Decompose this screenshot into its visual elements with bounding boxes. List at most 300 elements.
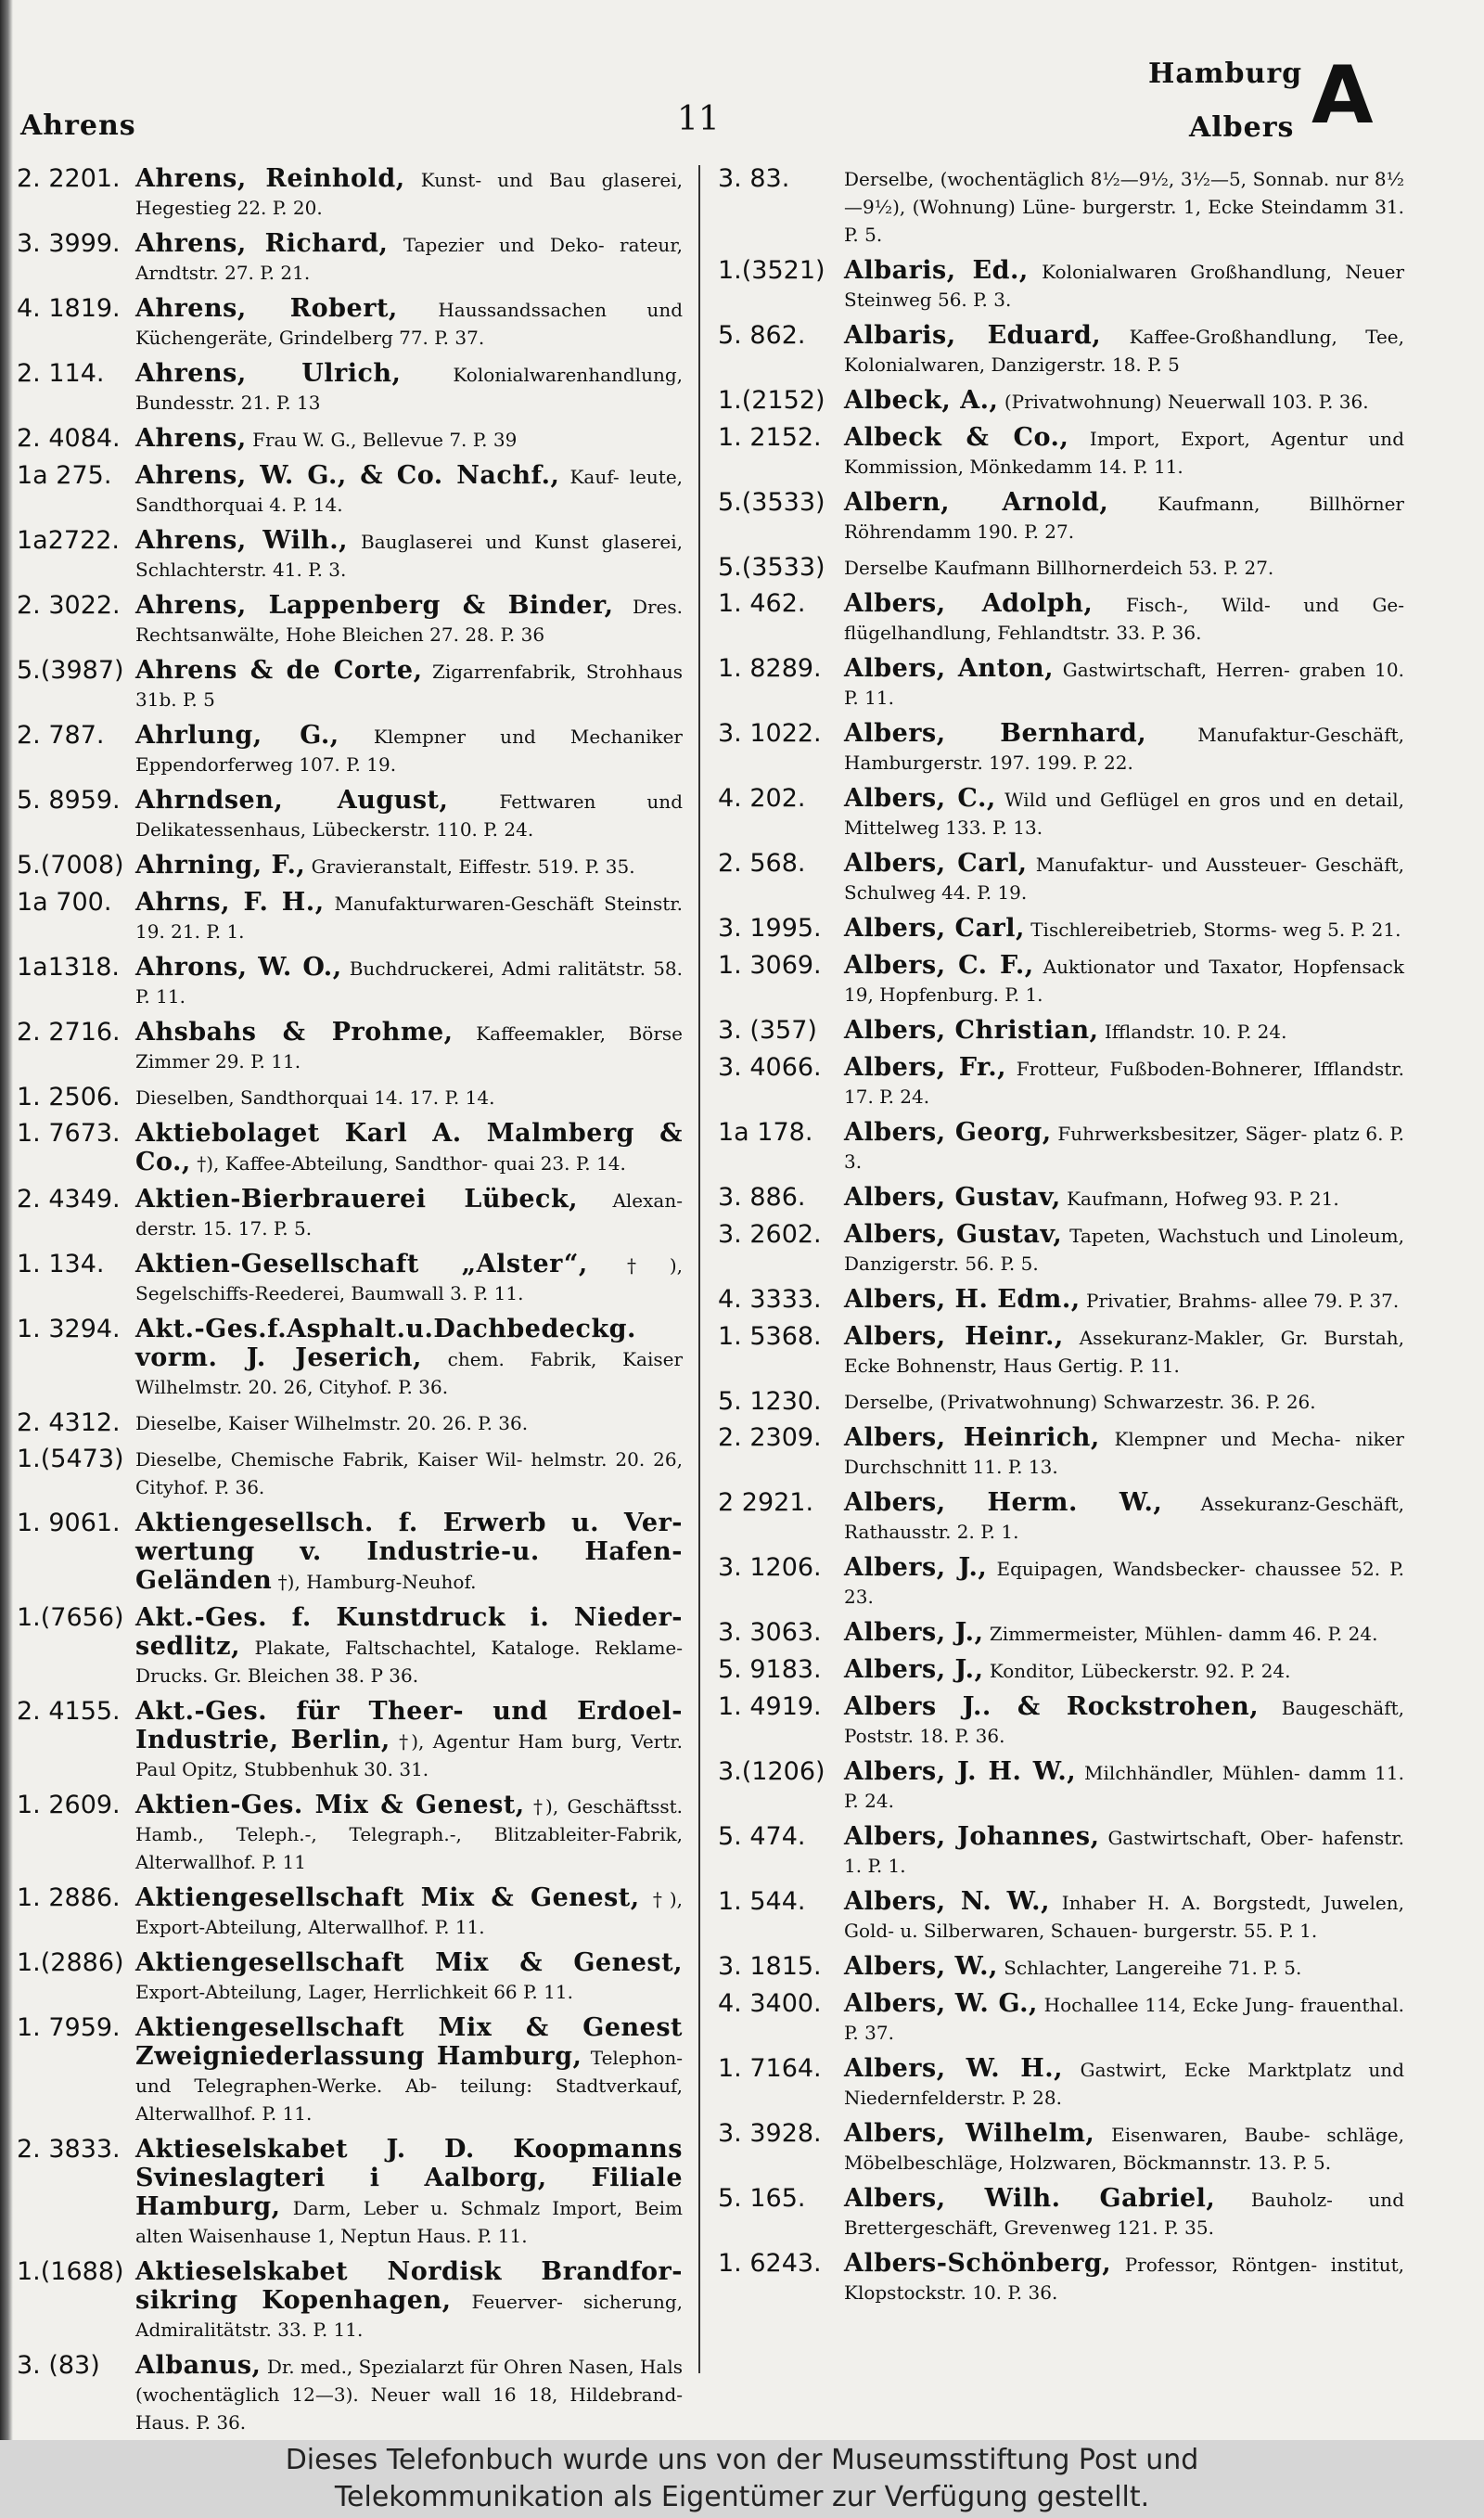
- entry-text: [135, 592, 683, 649]
- entry-text: [844, 2185, 1404, 2242]
- subscriber-name: Albern, Arnold,: [844, 488, 1109, 517]
- subscriber-name: Akt.-Ges. für Theer- und Erdoel- Industrie, Berlin,: [135, 1697, 683, 1754]
- directory-entry: [17, 1409, 683, 1437]
- subscriber-details: Gastwirtschaft, Ober- hafenstr. 1. P. 1.: [844, 1827, 1404, 1877]
- subscriber-details: Derselbe, (Privatwohnung) Schwarzestr. 36. P. 26.: [844, 1391, 1316, 1413]
- subscriber-name: Ahrning, F.,: [135, 851, 306, 880]
- subscriber-name: Aktien-Bierbrauerei Lübeck,: [135, 1185, 579, 1214]
- subscriber-details: Ifflandstr. 10. P. 24.: [1104, 1021, 1287, 1043]
- subscriber-details: Gravieranstalt, Eiffestr. 519. P. 35.: [311, 855, 635, 878]
- directory-entry: [718, 850, 1404, 906]
- entry-text: [135, 1084, 683, 1111]
- subscriber-name: Aktiengesellsch. f. Erwerb u. Ver- wertung v. Industrie-u. Hafen- Geländen: [135, 1509, 683, 1595]
- phone-number: 2. 2201.: [17, 164, 121, 193]
- phone-number: 5.(3533): [718, 488, 825, 517]
- phone-number: 2. 4312.: [17, 1408, 121, 1437]
- phone-number: 4. 3333.: [718, 1285, 822, 1314]
- entry-text: [844, 1823, 1404, 1880]
- subscriber-details: Frotteur, Fußboden-Bohnerer, Ifflandstr. 17. P. 24.: [844, 1058, 1404, 1108]
- subscriber-name: Albers, N. W.,: [844, 1887, 1050, 1916]
- subscriber-details: Inhaber H. A. Borgstedt, Juwelen, Gold- u. Silberwaren, Schauen- burgerstr. 55. P. 1.: [844, 1892, 1404, 1942]
- entry-text: [844, 1888, 1404, 1945]
- entry-text: [844, 915, 1404, 944]
- phone-number: 5.(7008): [17, 851, 124, 880]
- directory-entry: [17, 1084, 683, 1111]
- phone-number: 1. 9061.: [17, 1509, 121, 1537]
- phone-number: 2. 3833.: [17, 2135, 121, 2164]
- subscriber-details: Baugeschäft, Poststr. 18. P. 36.: [844, 1697, 1405, 1747]
- subscriber-details: (Privatwohnung) Neuerwall 103. P. 36.: [1004, 391, 1369, 413]
- phone-number: 2. 4084.: [17, 424, 121, 453]
- subscriber-details: Tapeten, Wachstuch und Linoleum, Danzigerstr. 56. P. 5.: [844, 1225, 1404, 1275]
- footer-line-2: Telekommunikation als Eigentümer zur Verfügung gestellt.: [334, 2481, 1150, 2513]
- subscriber-details: Import, Export, Agentur und Kommission, Mönkedamm 14. P. 11.: [844, 428, 1404, 478]
- subscriber-details: Assekuranz-Geschäft, Rathausstr. 2. P. 1.: [844, 1493, 1404, 1543]
- phone-number: 3. (83): [17, 2351, 100, 2380]
- phone-number: 3. 1022.: [718, 719, 822, 748]
- entry-text: [844, 2055, 1404, 2112]
- phone-number: 4. 1819.: [17, 294, 121, 323]
- directory-entry: [718, 2120, 1404, 2177]
- subscriber-name: Albers, J. H. W.,: [844, 1757, 1077, 1786]
- phone-number: 2. 4155.: [17, 1697, 121, 1726]
- entry-text: [135, 657, 683, 713]
- subscriber-name: Ahrndsen, August,: [135, 786, 449, 815]
- directory-entry: [17, 1316, 683, 1401]
- subscriber-details: Fisch-, Wild- und Ge- flügelhandlung, Fehlandtstr. 33. P. 36.: [844, 594, 1405, 644]
- subscriber-name: Albers, Gustav,: [844, 1220, 1063, 1249]
- subscriber-name: Aktiengesellschaft Mix & Genest,: [135, 1883, 640, 1912]
- subscriber-name: Albers, Wilhelm,: [844, 2119, 1095, 2148]
- phone-number: 1. 2886.: [17, 1883, 121, 1912]
- subscriber-name: Albers, Johannes,: [844, 1822, 1100, 1851]
- subscriber-name: Ahrens, Robert,: [135, 294, 398, 323]
- subscriber-name: Albaris, Ed.,: [844, 256, 1029, 285]
- phone-number: 1. 5368.: [718, 1322, 822, 1351]
- directory-entry: [17, 2352, 683, 2436]
- right-column: [718, 165, 1404, 2315]
- directory-entry: [17, 954, 683, 1010]
- phone-number: 1.(2886): [17, 1948, 124, 1977]
- subscriber-name: Albers, W.,: [844, 1952, 998, 1981]
- subscriber-details: Frau W. G., Bellevue 7. P. 39: [252, 429, 518, 451]
- entry-text: [844, 1990, 1404, 2047]
- subscriber-name: Albers, Fr.,: [844, 1053, 1007, 1082]
- entry-text: [844, 1953, 1404, 1982]
- subscriber-name: Albaris, Eduard,: [844, 321, 1102, 350]
- directory-entry: [718, 952, 1404, 1008]
- directory-entry: [17, 1019, 683, 1075]
- subscriber-name: Albers-Schönberg,: [844, 2249, 1112, 2278]
- phone-number: 1. 134.: [17, 1250, 105, 1278]
- subscriber-details: Zimmermeister, Mühlen- damm 46. P. 24.: [989, 1623, 1378, 1645]
- directory-entry: [17, 2136, 683, 2250]
- entry-text: [844, 554, 1404, 582]
- entry-text: [844, 1693, 1404, 1750]
- phone-number: 2. 2309.: [718, 1423, 822, 1452]
- directory-entry: [718, 165, 1404, 249]
- subscriber-name: Albers, Gustav,: [844, 1183, 1061, 1212]
- directory-entry: [718, 590, 1404, 647]
- phone-number: 5. 9183.: [718, 1655, 822, 1684]
- directory-entry: [17, 425, 683, 454]
- phone-number: 1. 462.: [718, 589, 806, 618]
- directory-entry: [17, 889, 683, 945]
- subscriber-name: Ahrens, Richard,: [135, 229, 389, 258]
- entry-text: [844, 1388, 1404, 1416]
- subscriber-details: Feuerver- sicherung, Admiralitätstr. 33. P. 11.: [135, 2291, 683, 2341]
- subscriber-details: Fettwaren und Delikatessenhaus, Lübeckerstr. 110. P. 24.: [135, 790, 683, 841]
- subscriber-name: Albers, J.,: [844, 1553, 988, 1582]
- directory-entry: [718, 1323, 1404, 1380]
- directory-entry: [17, 165, 683, 222]
- entry-text: [135, 462, 683, 519]
- entry-text: [135, 1251, 683, 1307]
- subscriber-details: Bauholz- und Brettergeschäft, Grevenweg 121. P. 35.: [844, 2189, 1404, 2239]
- subscriber-details: Tapezier und Deko- rateur, Arndtstr. 27. P. 21.: [135, 234, 683, 284]
- footer-line-1: Dieses Telefonbuch wurde uns von der Museumsstiftung Post und: [285, 2444, 1199, 2476]
- entry-text: [135, 1120, 683, 1177]
- phone-number: 3. 4066.: [718, 1053, 822, 1082]
- phone-number: 1. 3069.: [718, 951, 822, 980]
- subscriber-details: Dieselbe, Kaiser Wilhelmstr. 20. 26. P. 36.: [135, 1412, 529, 1434]
- entry-text: [844, 720, 1404, 777]
- directory-entry: [718, 2055, 1404, 2112]
- entry-text: [844, 1758, 1404, 1815]
- phone-number: 1. 4919.: [718, 1692, 822, 1721]
- subscriber-name: Albers, C. F.,: [844, 951, 1034, 980]
- subscriber-details: Kaffee-Großhandlung, Tee, Kolonialwaren, Danzigerstr. 18. P. 5: [844, 326, 1405, 376]
- subscriber-name: Albers, W. H.,: [844, 2054, 1064, 2083]
- subscriber-details: chem. Fabrik, Kaiser Wilhelmstr. 20. 26, Cityhof. P. 36.: [135, 1348, 684, 1398]
- subscriber-details: †), Agentur Ham burg, Vertr. Paul Opitz, Stubbenhuk 30. 31.: [135, 1730, 683, 1780]
- phone-number: 1.(3521): [718, 256, 825, 285]
- subscriber-details: †), Kaffee-Abteilung, Sandthor- quai 23. P. 14.: [197, 1152, 626, 1175]
- subscriber-name: Albers, Anton,: [844, 654, 1054, 683]
- directory-entry: [17, 295, 683, 352]
- subscriber-details: Kaufmann, Hofweg 93. P. 21.: [1067, 1188, 1339, 1210]
- subscriber-details: Assekuranz-Makler, Gr. Burstah, Ecke Bohnenstr, Haus Gertig. P. 11.: [844, 1327, 1404, 1377]
- subscriber-name: Albers, Adolph,: [844, 589, 1094, 618]
- directory-entry: [718, 1017, 1404, 1046]
- directory-entry: [718, 1953, 1404, 1982]
- entry-text: [844, 785, 1404, 841]
- subscriber-details: †), Geschäftsst. Hamb., Teleph.-, Telegraph.-, Blitzableiter-Fabrik, Alterwallhof. P. 11: [135, 1795, 683, 1873]
- entry-text: [135, 2258, 683, 2344]
- directory-entry: [718, 1184, 1404, 1213]
- directory-entry: [718, 1758, 1404, 1815]
- subscriber-details: Buchdruckerei, Admi ralitätstr. 58. P. 11.: [135, 957, 683, 1008]
- subscriber-name: Albers, J.,: [844, 1655, 984, 1684]
- directory-entry: [17, 1698, 683, 1783]
- entry-text: [135, 360, 683, 417]
- subscriber-name: Ahrens & de Corte,: [135, 656, 423, 685]
- directory-entry: [718, 1489, 1404, 1546]
- directory-entry: [718, 1619, 1404, 1648]
- subscriber-name: Albers, Heinrich,: [844, 1423, 1100, 1452]
- subscriber-name: Aktien-Gesellschaft „Alster“,: [135, 1250, 588, 1278]
- directory-entry: [718, 1388, 1404, 1416]
- subscriber-details: Klempner und Mecha- niker Durchschnitt 11. P. 13.: [844, 1428, 1404, 1478]
- directory-entry: [718, 2250, 1404, 2306]
- subscriber-name: Albers, Herm. W.,: [844, 1488, 1163, 1517]
- entry-text: [135, 1792, 683, 1876]
- phone-number: 2. 2716.: [17, 1018, 121, 1047]
- directory-entry: [718, 424, 1404, 481]
- phone-number: 1. 2152.: [718, 423, 822, 452]
- entry-text: [844, 850, 1404, 906]
- phone-number: 5. 862.: [718, 321, 806, 350]
- directory-entry: [17, 1884, 683, 1941]
- phone-number: 1a 275.: [17, 461, 112, 490]
- subscriber-details: Zigarrenfabrik, Strohhaus 31b. P. 5: [135, 661, 683, 711]
- subscriber-details: †), Export-Abteilung, Alterwallhof. P. 11.: [135, 1888, 683, 1938]
- subscriber-details: Darm, Leber u. Schmalz Import, Beim alten Waisenhause 1, Neptun Haus. P. 11.: [135, 2197, 683, 2247]
- subscriber-details: Konditor, Lübeckerstr. 92. P. 24.: [989, 1660, 1291, 1682]
- entry-text: [844, 1554, 1404, 1611]
- subscriber-name: Albers, C.,: [844, 784, 996, 813]
- directory-entry: [718, 1990, 1404, 2047]
- entry-text: [135, 1409, 683, 1437]
- subscriber-details: Auktionator und Taxator, Hopfensack 19, Hopfenburg. P. 1.: [844, 956, 1405, 1006]
- entry-text: [135, 1884, 683, 1941]
- phone-number: 1a2722.: [17, 526, 121, 555]
- entry-text: [844, 1619, 1404, 1648]
- left-column: [17, 165, 683, 2440]
- entry-text: [844, 655, 1404, 712]
- subscriber-details: Dieselben, Sandthorquai 14. 17. P. 14.: [135, 1086, 495, 1109]
- phone-number: 3. 2602.: [718, 1220, 822, 1249]
- directory-entry: [17, 1510, 683, 1596]
- phone-number: 1.(7656): [17, 1603, 124, 1632]
- entry-text: [135, 230, 683, 287]
- entry-text: [844, 387, 1404, 416]
- subscriber-name: Albanus,: [135, 2351, 262, 2380]
- subscriber-name: Ahrens, Ulrich,: [135, 359, 402, 388]
- phone-number: 3. 1815.: [718, 1952, 822, 1981]
- running-head-left: Ahrens: [20, 109, 136, 142]
- directory-entry: [17, 852, 683, 880]
- phone-number: 1.(5473): [17, 1445, 124, 1473]
- phone-number: 3.(1206): [718, 1757, 825, 1786]
- entry-text: [135, 787, 683, 843]
- subscriber-details: †), Segelschiffs-Reederei, Baumwall 3. P. 11.: [135, 1254, 684, 1304]
- phone-number: 3. 83.: [718, 164, 790, 193]
- directory-entry: [17, 230, 683, 287]
- subscriber-name: Albers, J.,: [844, 1618, 984, 1647]
- phone-number: 5.(3987): [17, 656, 124, 685]
- phone-number: 3. (357): [718, 1016, 817, 1045]
- subscriber-name: Aktien-Ges. Mix & Genest,: [135, 1791, 525, 1819]
- entry-text: [844, 2250, 1404, 2306]
- subscriber-details: Haussandssachen und Küchengeräte, Grindelberg 77. P. 37.: [135, 299, 684, 349]
- subscriber-name: Albers, Bernhard,: [844, 719, 1147, 748]
- entry-text: [844, 2120, 1404, 2177]
- page-number: 11: [677, 100, 720, 138]
- phone-number: 3. 1995.: [718, 914, 822, 943]
- phone-number: 4. 3400.: [718, 1989, 822, 2018]
- entry-text: [135, 2136, 683, 2250]
- directory-entry: [718, 322, 1404, 379]
- subscriber-name: Albers, Georg,: [844, 1118, 1052, 1147]
- phone-number: 3. 3928.: [718, 2119, 822, 2148]
- phone-number: 4. 202.: [718, 784, 806, 813]
- entry-text: [135, 1510, 683, 1596]
- subscriber-details: Manufaktur-Geschäft, Hamburgerstr. 197. 199. P. 22.: [844, 724, 1404, 774]
- phone-number: 2. 568.: [718, 849, 806, 878]
- subscriber-name: Albers, Carl,: [844, 849, 1028, 878]
- directory-entry: [718, 1693, 1404, 1750]
- phone-number: 5. 474.: [718, 1822, 806, 1851]
- directory-entry: [718, 1554, 1404, 1611]
- subscriber-name: Albers, Heinr.,: [844, 1322, 1064, 1351]
- entry-text: [844, 1054, 1404, 1111]
- entry-text: [844, 165, 1404, 249]
- directory-entry: [17, 1604, 683, 1689]
- directory-entry: [17, 787, 683, 843]
- phone-number: 2. 114.: [17, 359, 105, 388]
- phone-number: 5.(3533): [718, 553, 825, 582]
- subscriber-details: Derselbe Kaufmann Billhornerdeich 53. P. 27.: [844, 557, 1274, 579]
- section-letter: A: [1311, 49, 1374, 142]
- entry-text: [135, 722, 683, 778]
- entry-text: [135, 1019, 683, 1075]
- subscriber-details: Alexan- derstr. 15. 17. P. 5.: [135, 1189, 683, 1240]
- entry-text: [135, 2352, 683, 2436]
- subscriber-details: Plakate, Faltschachtel, Kataloge. Reklame-Drucks. Gr. Bleichen 38. P 36.: [135, 1637, 684, 1687]
- phone-number: 1. 7164.: [718, 2054, 822, 2083]
- subscriber-name: Albers, Carl,: [844, 914, 1025, 943]
- subscriber-name: Ahrens, Lappenberg & Binder,: [135, 591, 614, 620]
- subscriber-details: Wild und Geflügel en gros und en detail, Mittelweg 133. P. 13.: [844, 789, 1405, 839]
- entry-text: [135, 425, 683, 454]
- phone-number: 2. 4349.: [17, 1185, 121, 1214]
- subscriber-details: Dr. med., Spezialarzt für Ohren Nasen, Hals (wochentäglich 12—3). Neuer wall 16 18, Hildebrand-Haus. P. 36.: [135, 2356, 684, 2434]
- entry-text: [135, 1186, 683, 1242]
- directory-entry: [17, 592, 683, 649]
- entry-text: [844, 1424, 1404, 1481]
- directory-entry: [718, 655, 1404, 712]
- phone-number: 1. 3294.: [17, 1315, 121, 1343]
- subscriber-name: Akt.-Ges.f.Asphalt.u.Dachbedeckg. vorm. J. Jeserich,: [135, 1315, 636, 1372]
- directory-entry: [17, 1949, 683, 2006]
- phone-number: 1. 8289.: [718, 654, 822, 683]
- directory-entry: [17, 360, 683, 417]
- phone-number: 5. 165.: [718, 2184, 806, 2213]
- subscriber-name: Albers, Christian,: [844, 1016, 1099, 1045]
- subscriber-details: Manufakturwaren-Geschäft Steinstr. 19. 21. P. 1.: [135, 893, 684, 943]
- subscriber-details: Gastwirt, Ecke Marktplatz und Niedernfelderstr. P. 28.: [844, 2059, 1404, 2109]
- directory-entry: [17, 1445, 683, 1501]
- attribution-footer: [0, 2442, 1484, 2516]
- entry-text: [135, 527, 683, 584]
- directory-entry: [17, 1120, 683, 1177]
- entry-text: [135, 1445, 683, 1501]
- entry-text: [135, 852, 683, 880]
- subscriber-details: Kolonialwaren Großhandlung, Neuer Steinweg 56. P. 3.: [844, 261, 1404, 311]
- phone-number: 1. 2609.: [17, 1791, 121, 1819]
- subscriber-name: Akt.-Ges. f. Kunstdruck i. Nieder- sedlitz,: [135, 1603, 683, 1661]
- subscriber-name: Albers, Wilh. Gabriel,: [844, 2184, 1216, 2213]
- subscriber-details: Kauf- leute, Sandthorquai 4. P. 14.: [135, 466, 684, 516]
- phone-number: 1a 178.: [718, 1118, 813, 1147]
- phone-number: 1a1318.: [17, 953, 121, 982]
- directory-entry: [718, 1656, 1404, 1685]
- phone-number: 1. 6243.: [718, 2249, 822, 2278]
- subscriber-name: Albers, W. G.,: [844, 1989, 1038, 2018]
- subscriber-name: Aktieselskabet J. D. Koopmanns Svineslagteri i Aalborg, Filiale Hamburg,: [135, 2135, 683, 2221]
- subscriber-details: Privatier, Brahms- allee 79. P. 37.: [1086, 1290, 1400, 1312]
- entry-text: [844, 590, 1404, 647]
- directory-entry: [718, 2185, 1404, 2242]
- directory-entry: [17, 1251, 683, 1307]
- subscriber-details: Gastwirtschaft, Herren- graben 10. P. 11.: [844, 659, 1404, 709]
- subscriber-details: Dieselbe, Chemische Fabrik, Kaiser Wil- helmstr. 20. 26, Cityhof. P. 36.: [135, 1448, 683, 1498]
- directory-entry: [718, 554, 1404, 582]
- subscriber-details: Derselbe, (wochentäglich 8½—9½, 3½—5, Sonnab. nur 8½—9½), (Wohnung) Lüne- burgerstr. 1, Ecke Steindamm 31. P. 5.: [844, 168, 1404, 246]
- phone-number: 1. 7673.: [17, 1119, 121, 1148]
- directory-entry: [718, 489, 1404, 546]
- subscriber-details: Telephon- und Telegraphen-Werke. Ab- teilung: Stadtverkauf, Alterwallhof. P. 11.: [135, 2047, 683, 2125]
- subscriber-details: †), Hamburg-Neuhof.: [277, 1571, 477, 1593]
- directory-entry: [17, 2258, 683, 2344]
- phone-number: 1a 700.: [17, 888, 112, 917]
- subscriber-details: Kaffeemakler, Börse Zimmer 29. P. 11.: [135, 1022, 683, 1073]
- entry-text: [844, 1323, 1404, 1380]
- entry-text: [135, 1604, 683, 1689]
- column-divider: [698, 165, 700, 2373]
- phone-number: 5. 1230.: [718, 1387, 822, 1416]
- entry-text: [844, 1489, 1404, 1546]
- subscriber-name: Albeck, A.,: [844, 386, 999, 415]
- entry-text: [135, 1316, 683, 1401]
- entry-text: [135, 889, 683, 945]
- entry-text: [844, 489, 1404, 546]
- subscriber-name: Ahrens, Wilh.,: [135, 526, 349, 555]
- entry-text: [135, 165, 683, 222]
- phone-number: 1. 544.: [718, 1887, 806, 1916]
- entry-text: [844, 1184, 1404, 1213]
- entry-text: [844, 322, 1404, 379]
- directory-entry: [718, 257, 1404, 314]
- subscriber-details: Equipagen, Wandsbecker- chaussee 52. P. 23.: [844, 1558, 1405, 1608]
- subscriber-details: Bauglaserei und Kunst glaserei, Schlachterstr. 41. P. 3.: [135, 531, 684, 581]
- subscriber-details: Kunst- und Bau glaserei, Hegestieg 22. P. 20.: [135, 169, 683, 219]
- subscriber-name: Albers, H. Edm.,: [844, 1285, 1081, 1314]
- subscriber-details: Professor, Röntgen- institut, Klopstockstr. 10. P. 36.: [844, 2254, 1405, 2304]
- subscriber-details: Tischlereibetrieb, Storms- weg 5. P. 21.: [1030, 919, 1401, 941]
- phone-number: 3. 1206.: [718, 1553, 822, 1582]
- entry-text: [844, 424, 1404, 481]
- phone-number: 1. 7959.: [17, 2013, 121, 2042]
- phone-number: 2. 3022.: [17, 591, 121, 620]
- subscriber-name: Albers J.. & Rockstrohen,: [844, 1692, 1260, 1721]
- entry-text: [844, 1119, 1404, 1175]
- directory-entry: [17, 2014, 683, 2127]
- directory-entry: [17, 722, 683, 778]
- phone-number: 2 2921.: [718, 1488, 814, 1517]
- subscriber-details: Kolonialwarenhandlung, Bundesstr. 21. P. 13: [135, 364, 683, 414]
- directory-entry: [718, 915, 1404, 944]
- subscriber-name: Aktieselskabet Nordisk Brandfor- sikring Kopenhagen,: [135, 2257, 683, 2315]
- entry-text: [844, 1017, 1404, 1046]
- phone-number: 1.(1688): [17, 2257, 124, 2286]
- subscriber-name: Aktiebolaget Karl A. Malmberg & Co.,: [135, 1119, 683, 1176]
- entry-text: [135, 295, 683, 352]
- entry-text: [135, 1698, 683, 1783]
- entry-text: [844, 1221, 1404, 1278]
- directory-entry: [17, 1792, 683, 1876]
